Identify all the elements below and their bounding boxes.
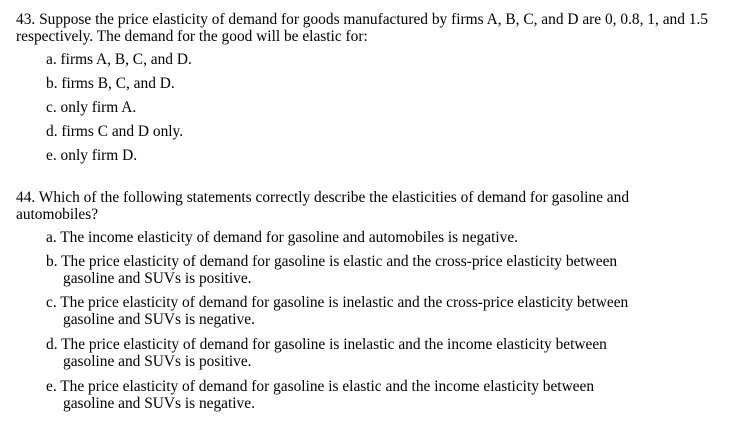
option-text-continuation: gasoline and SUVs is positive. [63, 270, 252, 287]
option-text: The price elasticity of demand for gasoline is elastic and the income elasticity between [60, 378, 595, 395]
question-43-option-c [46, 99, 136, 116]
option-letter: c. [46, 99, 57, 116]
option-letter: b. [46, 75, 58, 92]
option-letter: a. [46, 229, 57, 246]
option-text: only firm D. [60, 147, 138, 164]
question-44-option-b [46, 253, 617, 287]
option-text: firms A, B, C, and D. [60, 51, 192, 68]
option-letter: e. [46, 147, 57, 164]
option-letter: c. [46, 294, 57, 311]
option-text-continuation: gasoline and SUVs is negative. [63, 311, 255, 328]
option-letter: a. [46, 51, 57, 68]
option-letter: e. [46, 378, 57, 395]
option-text: firms B, C, and D. [61, 75, 175, 92]
question-43-option-a [46, 51, 192, 68]
option-letter: b. [46, 253, 58, 270]
option-text: only firm A. [60, 99, 137, 116]
option-text-continuation: gasoline and SUVs is negative. [63, 395, 255, 412]
option-text: The income elasticity of demand for gasoline and automobiles is negative. [60, 229, 519, 246]
question-43-stem: 43. Suppose the price elasticity of demand for goods manufactured by firms A, B, C, and D are 0, 0.8, 1, and 1.5 respectively. The demand for the good will be elastic for: [16, 11, 708, 45]
question-44-option-c [46, 294, 628, 328]
question-43-option-d [46, 123, 183, 140]
question-44-option-e [46, 378, 594, 412]
question-44-stem: 44. Which of the following statements correctly describe the elasticities of demand for gasoline and automobiles? [16, 189, 630, 223]
option-text-continuation: gasoline and SUVs is positive. [63, 353, 252, 370]
option-text: The price elasticity of demand for gasoline is elastic and the cross-price elasticity between [61, 253, 618, 270]
option-letter: d. [46, 336, 58, 353]
option-letter: d. [46, 123, 58, 140]
question-44-option-a [46, 229, 518, 246]
option-text: The price elasticity of demand for gasoline is inelastic and the cross-price elasticity between [60, 294, 629, 311]
option-text: The price elasticity of demand for gasoline is inelastic and the income elasticity between [61, 336, 607, 353]
option-text: firms C and D only. [61, 123, 184, 140]
question-43-option-e [46, 147, 137, 164]
question-43-option-b [46, 75, 175, 92]
question-44-option-d [46, 336, 607, 370]
